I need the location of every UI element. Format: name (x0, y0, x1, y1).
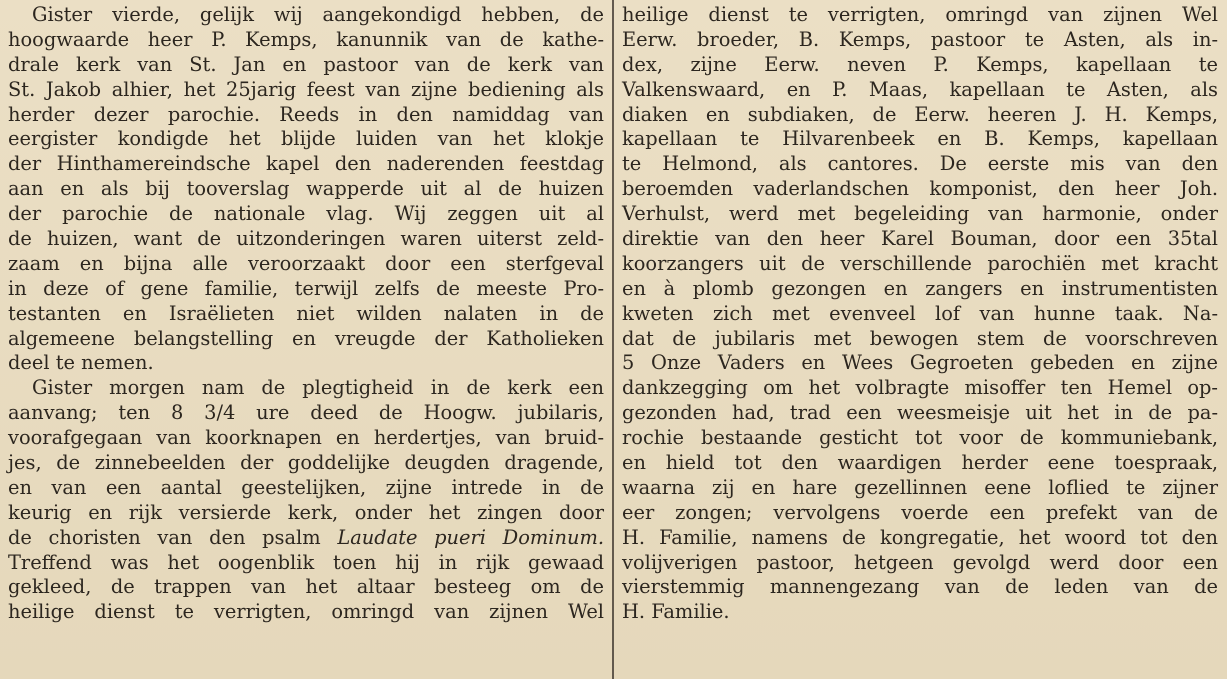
line-text: de choristen van den psalm (8, 525, 338, 549)
text-line (622, 551, 1218, 576)
text-line (8, 451, 604, 476)
line-text: dex, zijne Eerw. neven P. Kemps, kapellaan te (622, 52, 1218, 76)
line-text: voorafgegaan van koorknapen en herdertjes, van bruid- (8, 426, 604, 450)
line-text: eer zongen; vervolgens voerde een prefekt van de (622, 500, 1218, 524)
text-line (8, 202, 604, 227)
line-text: en à plomb gezongen en zangers en instrumentisten (622, 276, 1218, 300)
line-text: Valkenswaard, en P. Maas, kapellaan te Asten, als (622, 77, 1218, 101)
text-line (622, 202, 1218, 227)
line-text: testanten en Israëlieten niet wilden nalaten in de (8, 301, 604, 325)
text-line (622, 103, 1218, 128)
line-text: vierstemmig mannengezang van de leden van de (622, 575, 1218, 599)
line-text: hoogwaarde heer P. Kemps, kanunnik van de kathe- (8, 27, 604, 51)
column-divider (612, 0, 614, 679)
line-text: jes, de zinnebeelden der goddelijke deugden dragende, (8, 451, 604, 475)
line-text: dat de jubilaris met bewogen stem de voorschreven (622, 326, 1218, 350)
line-text: Treffend was het oogenblik toen hij in rijk gewaad (8, 550, 604, 574)
line-text: dankzegging om het volbragte misoffer ten Hemel op- (622, 376, 1218, 400)
line-text: heilige dienst te verrigten, omringd van zijnen Wel (8, 600, 604, 624)
line-text: der Hinthamereindsche kapel den naderenden feestdag (8, 152, 604, 176)
text-line (622, 401, 1218, 426)
text-line (622, 127, 1218, 152)
line-text: waarna zij en hare gezellinnen eene loflied te zijner (622, 475, 1218, 499)
text-line (8, 152, 604, 177)
text-line (622, 277, 1218, 302)
text-line (8, 327, 604, 352)
text-line (622, 327, 1218, 352)
text-line (622, 376, 1218, 401)
line-text: diaken en subdiaken, de Eerw. heeren J. H. Kemps, (622, 102, 1218, 126)
text-line (8, 426, 604, 451)
text-line (622, 252, 1218, 277)
text-line (8, 351, 604, 376)
line-text: Gister morgen nam de plegtigheid in de kerk een (32, 376, 604, 400)
text-line (622, 526, 1218, 551)
text-line (8, 3, 604, 28)
text-line (622, 227, 1218, 252)
line-text: aanvang; ten 8 3/4 ure deed de Hoogw. jubilaris, (8, 401, 604, 425)
line-text: beroemden vaderlandschen komponist, den heer Joh. (622, 177, 1218, 201)
text-line (622, 426, 1218, 451)
text-line (622, 575, 1218, 600)
text-line (622, 28, 1218, 53)
line-text: der parochie de nationale vlag. Wij zeggen uit al (8, 202, 604, 226)
line-text: Verhulst, werd met begeleiding van harmonie, onder (622, 202, 1218, 226)
line-text: gezonden had, trad een weesmeisje uit het in de pa- (622, 401, 1218, 425)
line-text: keurig en rijk versierde kerk, onder het zingen door (8, 500, 604, 524)
line-text: St. Jakob alhier, het 25jarig feest van zijne bediening als (8, 77, 604, 101)
line-text: 5 Onze Vaders en Wees Gegroeten gebeden en zijne (622, 351, 1218, 375)
text-line (622, 152, 1218, 177)
text-line (622, 302, 1218, 327)
right-column (622, 3, 1218, 625)
line-text: kweten zich met evenveel lof van hunne taak. Na- (622, 301, 1218, 325)
text-line (622, 3, 1218, 28)
line-text: zaam en bijna alle veroorzaakt door een sterfgeval (8, 251, 604, 275)
italic-title: Laudate pueri Dominum. (337, 525, 604, 549)
text-line (622, 451, 1218, 476)
text-line (8, 551, 604, 576)
text-line (8, 401, 604, 426)
line-text: algemeene belangstelling en vreugde der Katholieken (8, 326, 604, 350)
text-line (8, 53, 604, 78)
text-line (8, 302, 604, 327)
text-line (8, 600, 604, 625)
line-text: in deze of gene familie, terwijl zelfs de meeste Pro- (8, 276, 604, 300)
line-text: herder dezer parochie. Reeds in den namiddag van (8, 102, 604, 126)
text-line (8, 526, 604, 551)
text-line (8, 575, 604, 600)
line-text: deel te nemen. (8, 351, 154, 375)
line-text: eergister kondigde het blijde luiden van het klokje (8, 127, 604, 151)
line-text: Eerw. broeder, B. Kemps, pastoor te Asten, als in- (622, 27, 1218, 51)
text-line (8, 501, 604, 526)
line-text: H. Familie. (622, 600, 730, 624)
text-line (8, 376, 604, 401)
text-line (622, 177, 1218, 202)
text-line (622, 476, 1218, 501)
text-line (622, 600, 1218, 625)
text-line (8, 277, 604, 302)
line-text: aan en als bij tooverslag wapperde uit al de huizen (8, 177, 604, 201)
text-line (8, 28, 604, 53)
text-line (8, 127, 604, 152)
line-text: gekleed, de trappen van het altaar besteeg om de (8, 575, 604, 599)
line-text: rochie bestaande gesticht tot voor de kommuniebank, (622, 426, 1218, 450)
text-line (622, 53, 1218, 78)
text-line (8, 476, 604, 501)
line-text: koorzangers uit de verschillende parochiën met kracht (622, 251, 1218, 275)
line-text: drale kerk van St. Jan en pastoor van de kerk van (8, 52, 604, 76)
text-line (622, 501, 1218, 526)
line-text: de huizen, want de uitzonderingen waren uiterst zeld- (8, 227, 604, 251)
line-text: H. Familie, namens de kongregatie, het woord tot den (622, 525, 1218, 549)
line-text: direktie van den heer Karel Bouman, door een 35tal (622, 227, 1218, 251)
line-text: te Helmond, als cantores. De eerste mis van den (622, 152, 1218, 176)
line-text: en hield tot den waardigen herder eene toespraak, (622, 451, 1218, 475)
left-column (8, 3, 604, 625)
text-line (8, 103, 604, 128)
line-text: Gister vierde, gelijk wij aangekondigd hebben, de (32, 3, 604, 26)
line-text: en van een aantal geestelijken, zijne intrede in de (8, 475, 604, 499)
line-text: heilige dienst te verrigten, omringd van zijnen Wel (622, 3, 1218, 26)
line-text: kapellaan te Hilvarenbeek en B. Kemps, kapellaan (622, 127, 1218, 151)
text-line (8, 227, 604, 252)
text-line (8, 177, 604, 202)
text-line (8, 78, 604, 103)
text-line (8, 252, 604, 277)
text-line (622, 351, 1218, 376)
text-line (622, 78, 1218, 103)
line-text: volijverigen pastoor, hetgeen gevolgd werd door een (622, 550, 1218, 574)
